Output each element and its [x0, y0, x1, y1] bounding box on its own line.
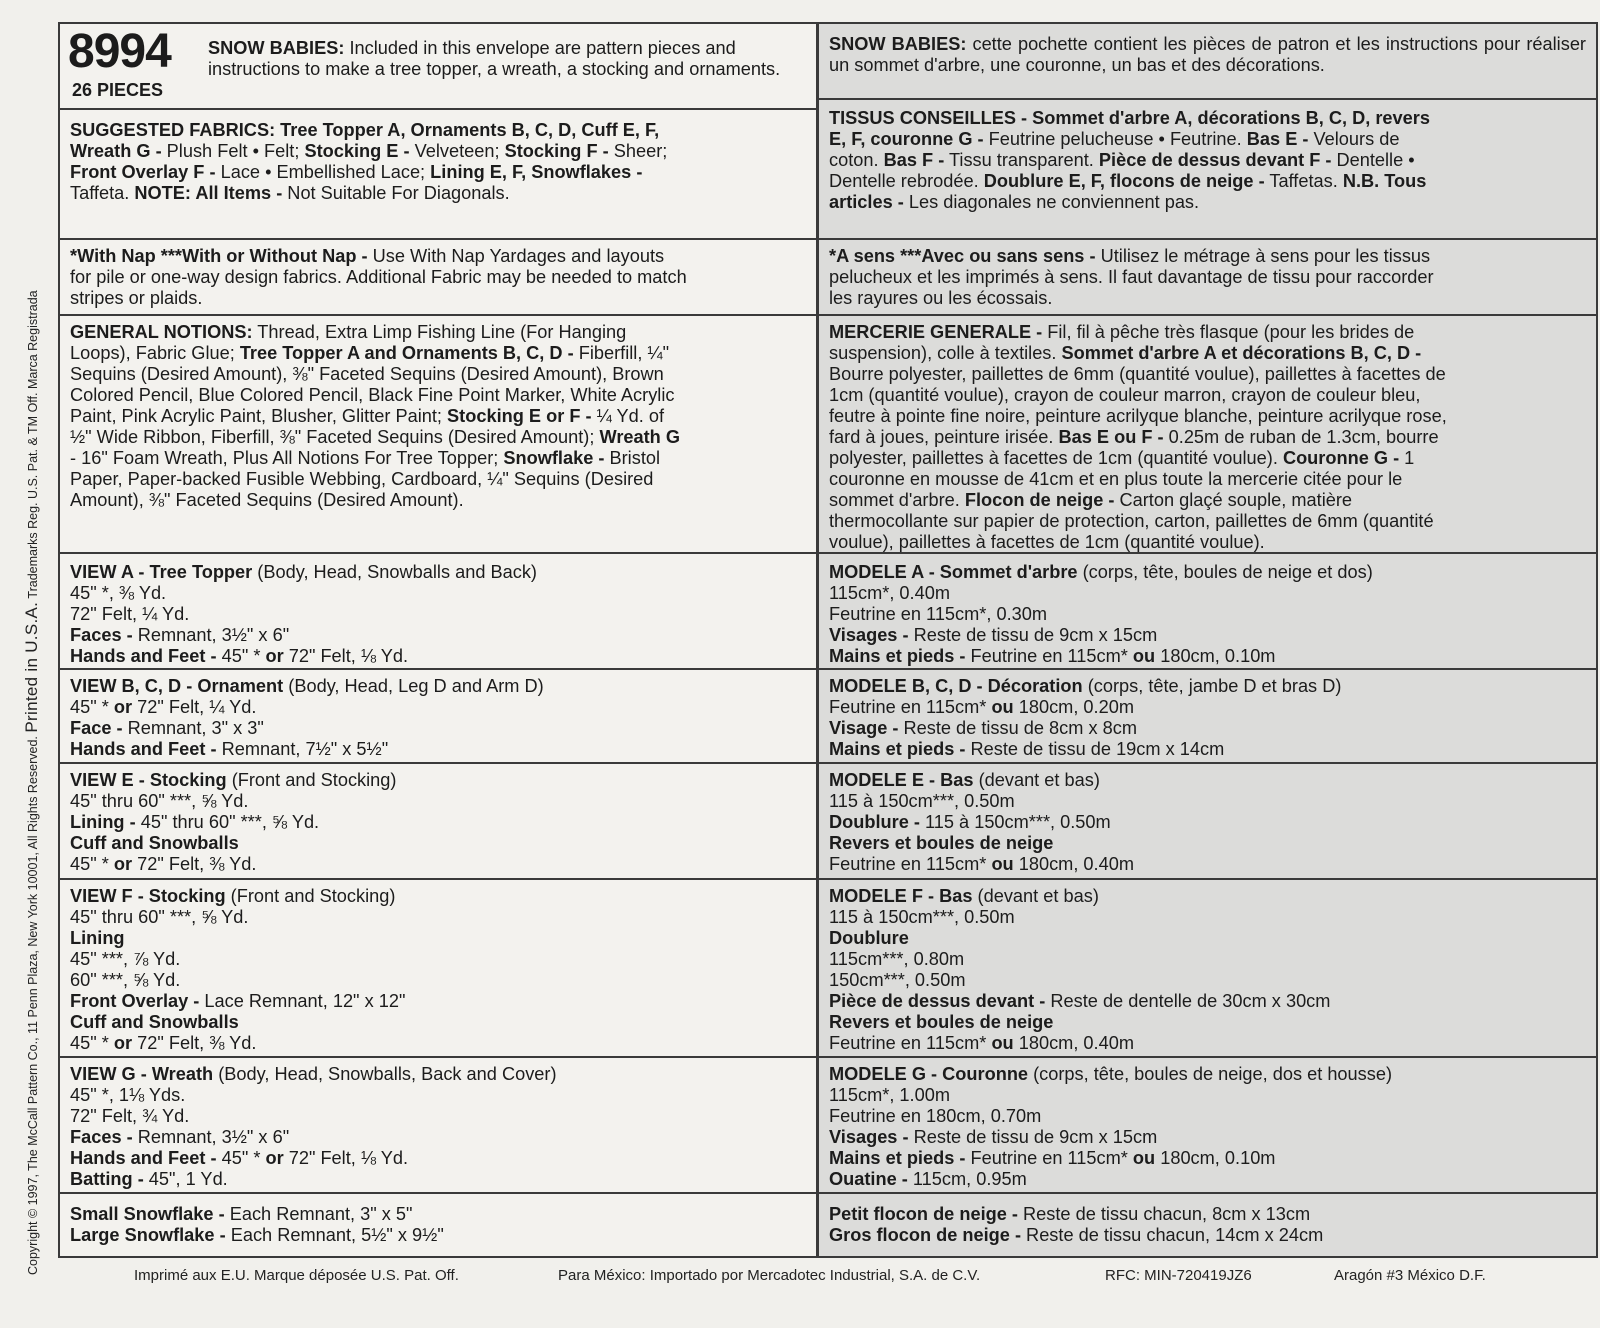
snowflake-row-en: Small Snowflake - Each Remnant, 3" x 5" Large Snowflake - Each Remnant, 5½" x 9½"	[70, 1204, 444, 1245]
view-bcd-row-en: VIEW B, C, D - Ornament (Body, Head, Leg D and Arm D) 45" * or 72" Felt, ¼ Yd. Face - Remnant, 3" x 3" Hands and Feet - Remnant, 7½" x 5½"	[60, 670, 816, 764]
view-a-row-fr: MODELE A - Sommet d'arbre (corps, tête, boules de neige et dos) 115cm*, 0.40m Feutrine en 115cm*, 0.30m Visages - Reste de tissu de 9cm x 15cm Mains et pieds - Feutrine en 115cm* ou 180cm, 0.10m	[819, 554, 1596, 670]
view-f-row-fr: MODELE F - Bas (devant et bas) 115 à 150cm***, 0.50m Doublure 115cm***, 0.80m 150cm***, 0.50m Pièce de dessus devant - Reste de dentelle de 30cm x 30cm Revers et boules de neige Feutrine en 115cm* ou 180cm, 0.40m	[819, 880, 1596, 1058]
fabrics-row-fr: TISSUS CONSEILLES - Sommet d'arbre A, décorations B, C, D, revers E, F, couronne G - Feutrine pelucheuse • Feutrine. Bas E - Velours de coton. Bas F - Tissu transparent. Pièce de dessus devant F - Dentelle • Dentelle rebrodée. Doublure E, F, flocons de neige - Taffetas. N.B. Tous articles - Les diagonales ne conviennent pas.	[819, 100, 1596, 240]
header-row-fr	[819, 24, 1596, 100]
view-g-row-en: VIEW G - Wreath (Body, Head, Snowballs, Back and Cover) 45" *, 1⅛ Yds. 72" Felt, ¾ Yd. Faces - Remnant, 3½" x 6" Hands and Feet - 45" * or 72" Felt, ⅛ Yd. Batting - 45", 1 Yd.	[60, 1058, 816, 1194]
pattern-number: 8994	[68, 25, 171, 78]
view-f-row-en: VIEW F - Stocking (Front and Stocking) 45" thru 60" ***, ⅝ Yd. Lining 45" ***, ⅞ Yd. 60" ***, ⅝ Yd. Front Overlay - Lace Remnant, 12" x 12" Cuff and Snowballs 45" * or 72" Felt, ⅜ Yd.	[60, 880, 816, 1058]
printed-in-text: Printed in U.S.A.	[22, 601, 41, 733]
view-e-row-en: VIEW E - Stocking (Front and Stocking) 45" thru 60" ***, ⅝ Yd. Lining - 45" thru 60" ***, ⅝ Yd. Cuff and Snowballs 45" * or 72" Felt, ⅜ Yd.	[60, 764, 816, 880]
snowflake-row-fr: Petit flocon de neige - Reste de tissu chacun, 8cm x 13cm Gros flocon de neige - Reste de tissu chacun, 14cm x 24cm	[829, 1204, 1324, 1245]
intro-fr: SNOW BABIES: cette pochette contient les pièces de patron et les instructions pour réaliser un sommet d'arbre, une couronne, un bas et des décorations.	[829, 34, 1586, 75]
notions-row-en: GENERAL NOTIONS: Thread, Extra Limp Fishing Line (For Hanging Loops), Fabric Glue; Tree Topper A and Ornaments B, C, D - Fiberfill, ¼" Sequins (Desired Amount), ⅜" Faceted Sequins (Desired Amount), Brown Colored Pencil, Blue Colored Pencil, Black Fine Point Marker, White Acrylic Paint, Pink Acrylic Paint, Blusher, Glitter Paint; Stocking E or F - ¼ Yd. of ½" Wide Ribbon, Fiberfill, ⅜" Faceted Sequins (Desired Amount); Wreath G - 16" Foam Wreath, Plus All Notions For Tree Topper; Snowflake - Bristol Paper, Paper-backed Fusible Webbing, Cardboard, ¼" Sequins (Desired Amount), ⅜" Faceted Sequins (Desired Amount).	[60, 316, 816, 554]
nap-row-fr: *A sens ***Avec ou sans sens - Utilisez le métrage à sens pour les tissus pelucheux et les imprimés à sens. Il faut davantage de tissu pour raccorder les rayures ou les écossais.	[819, 240, 1596, 316]
french-column	[816, 24, 1596, 1256]
english-column	[60, 24, 816, 1256]
nap-row-en: *With Nap ***With or Without Nap - Use With Nap Yardages and layouts for pile or one-way design fabrics. Additional Fabric may be needed to match stripes or plaids.	[60, 240, 816, 316]
trademark-text: Trademarks Reg. U.S. Pat. & TM Off. Marca Registrada	[26, 290, 40, 599]
info-table	[58, 22, 1598, 1258]
intro-en: SNOW BABIES: Included in this envelope are pattern pieces and instructions to make a tree topper, a wreath, a stocking and ornaments.	[208, 38, 781, 79]
footer-rfc: RFC: MIN-720419JZ6	[1105, 1267, 1252, 1284]
footer-importer: Para México: Importado por Mercadotec Industrial, S.A. de C.V.	[558, 1267, 981, 1284]
footer-address: Aragón #3 México D.F.	[1334, 1267, 1486, 1284]
fabrics-row-en: SUGGESTED FABRICS: Tree Topper A, Ornaments B, C, D, Cuff E, F, Wreath G - Plush Felt • Felt; Stocking E - Velveteen; Stocking F - Sheer; Front Overlay F - Lace • Embellished Lace; Lining E, F, Snowflakes - Taffeta. NOTE: All Items - Not Suitable For Diagonals.	[60, 110, 816, 240]
view-g-row-fr: MODELE G - Couronne (corps, tête, boules de neige, dos et housse) 115cm*, 1.00m Feutrine en 180cm, 0.70m Visages - Reste de tissu de 9cm x 15cm Mains et pieds - Feutrine en 115cm* ou 180cm, 0.10m Ouatine - 115cm, 0.95m	[819, 1058, 1596, 1194]
notions-row-fr: MERCERIE GENERALE - Fil, fil à pêche très flasque (pour les brides de suspension), colle à textiles. Sommet d'arbre A et décorations B, C, D - Bourre polyester, paillettes de 6mm (quantité voulue), paillettes à facettes de 1cm (quantité voulue), crayon de couleur marron, crayon de couleur bleu, feutre à pointe fine noire, peinture acrilyque blanche, peinture acrilyque rose, fard à joues, peinture irisée. Bas E ou F - 0.25m de ruban de 1.3cm, bourre polyester, paillettes à facettes de 1cm (quantité voulue). Couronne G - 1 couronne en mousse de 41cm et en plus toute la mercerie citée pour le sommet d'arbre. Flocon de neige - Carton glaçé souple, matière thermocollante sur papier de protection, carton, paillettes de 6mm (quantité voulue), paillettes à facettes de 1cm (quantité voulue).	[819, 316, 1596, 554]
piece-count: 26 PIECES	[72, 80, 164, 100]
view-e-row-fr: MODELE E - Bas (devant et bas) 115 à 150cm***, 0.50m Doublure - 115 à 150cm***, 0.50m Revers et boules de neige Feutrine en 115cm* ou 180cm, 0.40m	[819, 764, 1596, 880]
header-row-en	[60, 24, 816, 110]
footer-printed: Imprimé aux E.U. Marque déposée U.S. Pat. Off.	[134, 1267, 459, 1284]
view-a-row-en: VIEW A - Tree Topper (Body, Head, Snowballs and Back) 45" *, ⅜ Yd. 72" Felt, ¼ Yd. Faces - Remnant, 3½" x 6" Hands and Feet - 45" * or 72" Felt, ⅛ Yd.	[60, 554, 816, 670]
copyright-text: Copyright © 1997, The McCall Pattern Co., 11 Penn Plaza, New York 10001, All Rights Reserved.	[26, 736, 40, 1275]
view-bcd-row-fr: MODELE B, C, D - Décoration (corps, tête, jambe D et bras D) Feutrine en 115cm* ou 180cm, 0.20m Visage - Reste de tissu de 8cm x 8cm Mains et pieds - Reste de tissu de 19cm x 14cm	[819, 670, 1596, 764]
side-copyright	[14, 15, 50, 1275]
